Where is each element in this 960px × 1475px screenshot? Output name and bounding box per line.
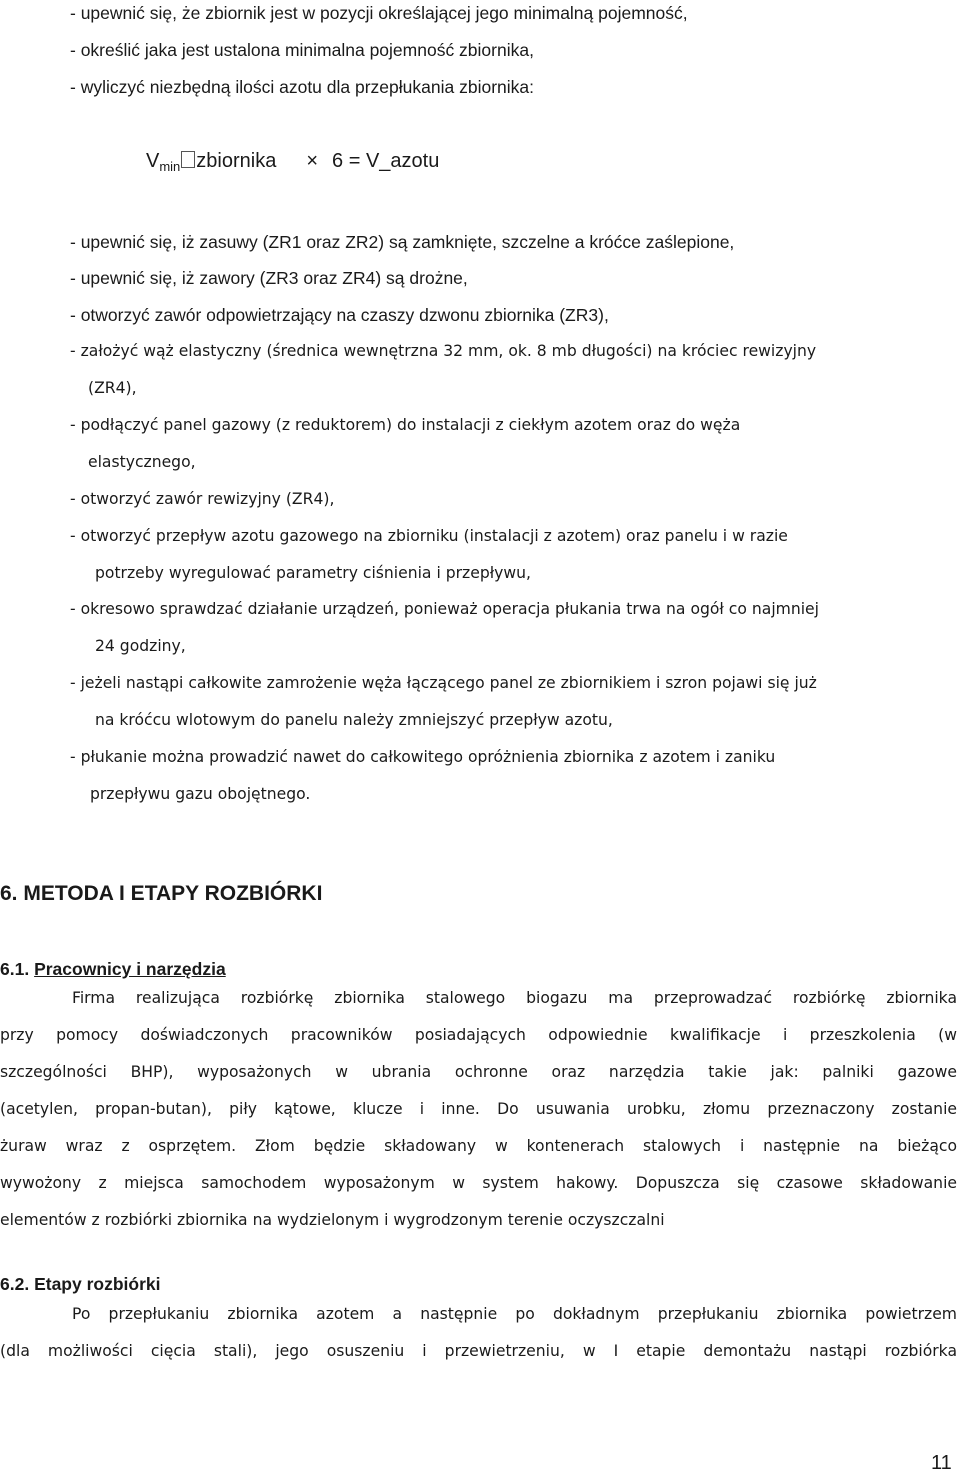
list-item-continued: przepływu gazu obojętnego. [90,785,311,803]
formula-v: V [146,150,160,172]
paragraph-line: wywożony z miejsca samochodem wyposażonym w system hakowy. Dopuszcza się czasowe składowanie [0,1174,957,1192]
subsection-heading [0,1274,161,1295]
paragraph-line: Po przepłukaniu zbiornika azotem a następnie po dokładnym przepłukaniu zbiornika powietrzem [72,1305,957,1323]
list-item: - podłączyć panel gazowy (z reduktorem) do instalacji z ciekłym azotem oraz do węża [70,416,741,434]
list-item-continued: elastycznego, [88,453,196,471]
formula-mid: zbiornika [196,150,277,172]
formula-rest: 6 = V_azotu [332,150,440,172]
subsection-heading [0,959,226,980]
list-item: - wyliczyć niezbędną ilości azotu dla przepłukania zbiornika: [70,77,534,97]
list-item: - upewnić się, iż zasuwy (ZR1 oraz ZR2) są zamknięte, szczelne a króćce zaślepione, [70,232,735,252]
list-item: - upewnić się, iż zawory (ZR3 oraz ZR4) są drożne, [70,268,468,288]
page-number: 11 [931,1452,952,1474]
list-item-continued: 24 godziny, [95,637,186,655]
list-item: - okresowo sprawdzać działanie urządzeń, ponieważ operacja płukania trwa na ogół co najmniej [70,600,819,618]
paragraph-line: szczególności BHP), wyposażonych w ubrania ochronne oraz narzędzia takie jak: palniki gazowe [0,1063,957,1081]
list-item: - określić jaka jest ustalona minimalna pojemność zbiornika, [70,40,534,60]
list-item: - założyć wąż elastyczny (średnica wewnętrzna 32 mm, ok. 8 mb długości) na króciec rewizyjny [70,342,817,360]
list-item: - upewnić się, że zbiornik jest w pozycji określającej jego minimalną pojemność, [70,3,688,23]
list-item: - otworzyć przepływ azotu gazowego na zbiorniku (instalacji z azotem) oraz panelu i w razie [70,527,788,545]
paragraph-line: Firma realizująca rozbiórkę zbiornika stalowego biogazu ma przeprowadzać rozbiórkę zbiornika [72,989,957,1007]
paragraph-line: przy pomocy doświadczonych pracowników posiadających odpowiednie kwalifikacje i przeszkolenia (w [0,1026,957,1044]
subsection-number: 6.1. [0,959,30,979]
list-item: - otworzyć zawór odpowietrzający na czaszy dzwonu zbiornika (ZR3), [70,305,609,325]
paragraph-line: elementów z rozbiórki zbiornika na wydzielonym i wygrodzonym terenie oczyszczalni [0,1211,665,1229]
formula [146,150,439,174]
formula-subscript: min [159,159,181,174]
missing-glyph-icon [181,151,195,168]
paragraph-line: żuraw wraz z osprzętem. Złom będzie składowany w kontenerach stalowych i następnie na bieżąco [0,1137,957,1155]
subsection-title: Pracownicy i narzędzia [34,959,226,979]
subsection-title: Etapy rozbiórki [34,1274,161,1294]
list-item-continued: na króćcu wlotowym do panelu należy zmniejszyć przepływ azotu, [95,711,613,729]
paragraph-line: (acetylen, propan-butan), piły kątowe, klucze i inne. Do usuwania urobku, złomu przeznaczony zostanie [0,1100,957,1118]
formula-times: × [306,150,319,172]
paragraph-line: (dla możliwości cięcia stali), jego osuszeniu i przewietrzeniu, w I etapie demontażu nastąpi rozbiórka [0,1342,957,1360]
subsection-number: 6.2. [0,1274,30,1294]
list-item: - jeżeli nastąpi całkowite zamrożenie węża łączącego panel ze zbiornikiem i szron pojawi się już [70,674,817,692]
list-item: - płukanie można prowadzić nawet do całkowitego opróżnienia zbiornika z azotem i zaniku [70,748,776,766]
list-item: - otworzyć zawór rewizyjny (ZR4), [70,490,335,508]
list-item-continued: (ZR4), [88,379,137,397]
list-item-continued: potrzeby wyregulować parametry ciśnienia i przepływu, [95,564,531,582]
section-heading: 6. METODA I ETAPY ROZBIÓRKI [0,882,323,905]
